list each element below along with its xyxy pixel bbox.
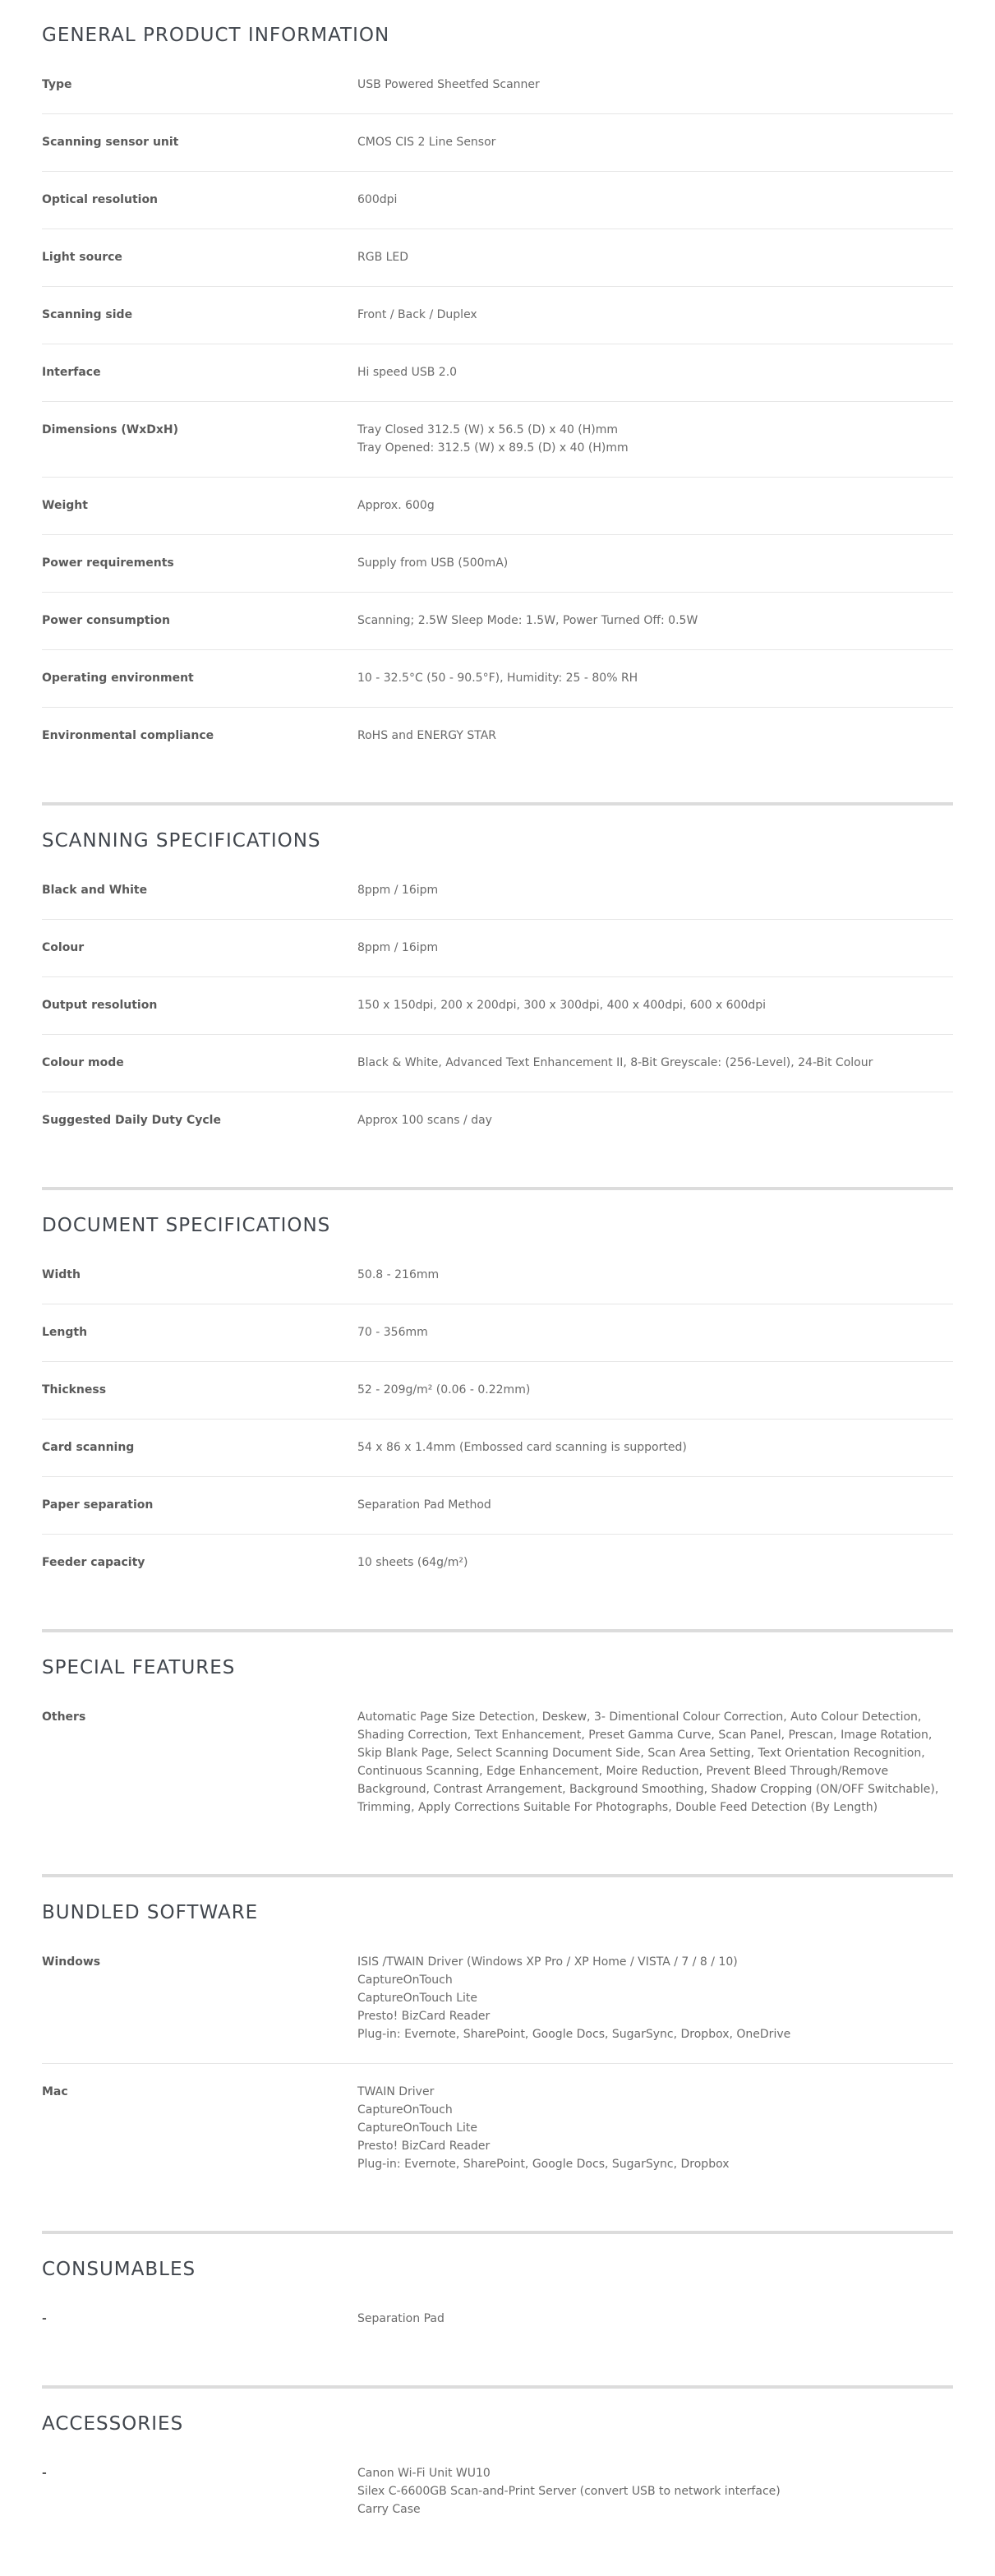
spec-row (42, 920, 953, 977)
spec-value-line: USB Powered Sheetfed Scanner (357, 78, 540, 91)
spec-value (357, 612, 953, 630)
spec-row (42, 172, 953, 229)
spec-label: Scanning sensor unit (42, 136, 179, 149)
spec-value-line: 8ppm / 16ipm (357, 884, 439, 897)
spec-row (42, 862, 953, 920)
spec-label: Power requirements (42, 556, 174, 570)
section-title: SPECIAL FEATURES (42, 1657, 236, 1678)
spec-label: Windows (42, 1955, 101, 1969)
section-title: DOCUMENT SPECIFICATIONS (42, 1215, 331, 1236)
spec-row (42, 478, 953, 535)
spec-value-line: Separation Pad (357, 2312, 445, 2325)
spec-label: Black and White (42, 884, 148, 897)
spec-value-line: 8ppm / 16ipm (357, 941, 439, 954)
spec-value (357, 1054, 953, 1072)
spec-value-line: CaptureOnTouch (357, 2103, 453, 2117)
spec-value (357, 133, 953, 151)
spec-value (357, 1438, 953, 1457)
spec-value-line: TWAIN Driver (357, 2085, 435, 2098)
spec-section (42, 2389, 953, 2576)
spec-row (42, 708, 953, 764)
spec-value-line: 10 sheets (64g/m²) (357, 1556, 468, 1569)
spec-row (42, 1362, 953, 1420)
section-title: GENERAL PRODUCT INFORMATION (42, 25, 390, 46)
spec-label: Interface (42, 366, 101, 379)
spec-row (42, 287, 953, 344)
spec-value-line: 600dpi (357, 193, 398, 206)
spec-row (42, 2445, 953, 2538)
section-title: SCANNING SPECIFICATIONS (42, 830, 321, 852)
spec-label: Width (42, 1268, 81, 1281)
spec-value (357, 1953, 953, 2043)
spec-value (357, 1553, 953, 1572)
spec-row (42, 650, 953, 708)
spec-value-line: ISIS /TWAIN Driver (Windows XP Pro / XP Home / VISTA / 7 / 8 / 10) (357, 1955, 738, 1969)
spec-value-line: RGB LED (357, 251, 409, 264)
spec-row (42, 1304, 953, 1362)
spec-value-line: 70 - 356mm (357, 1326, 428, 1339)
spec-row (42, 1035, 953, 1092)
spec-row (42, 2064, 953, 2193)
spec-label: Weight (42, 499, 88, 512)
spec-row (42, 114, 953, 172)
spec-label: Colour mode (42, 1056, 124, 1069)
spec-section (42, 0, 953, 806)
spec-value-line: Approx 100 scans / day (357, 1114, 492, 1127)
spec-value (357, 939, 953, 957)
spec-row (42, 1535, 953, 1591)
spec-value (357, 1708, 953, 1817)
spec-label: Environmental compliance (42, 729, 214, 742)
spec-value (357, 1323, 953, 1341)
section-title: BUNDLED SOFTWARE (42, 1902, 259, 1923)
spec-label: Scanning side (42, 308, 133, 321)
spec-row (42, 1689, 953, 1836)
spec-row (42, 1420, 953, 1477)
spec-value-line: Scanning; 2.5W Sleep Mode: 1.5W, Power Turned Off: 0.5W (357, 614, 698, 627)
spec-value-line: 54 x 86 x 1.4mm (Embossed card scanning is supported) (357, 1441, 687, 1454)
spec-value-line: Carry Case (357, 2503, 421, 2516)
spec-label: Power consumption (42, 614, 170, 627)
spec-row (42, 402, 953, 478)
spec-label: Output resolution (42, 999, 158, 1012)
spec-value-line: 150 x 150dpi, 200 x 200dpi, 300 x 300dpi, 400 x 400dpi, 600 x 600dpi (357, 999, 767, 1012)
spec-value-line: Presto! BizCard Reader (357, 2010, 491, 2023)
spec-row (42, 1092, 953, 1149)
spec-value-line: Presto! BizCard Reader (357, 2140, 491, 2153)
spec-value-line: Front / Back / Duplex (357, 308, 477, 321)
spec-value (357, 669, 953, 687)
spec-value (357, 76, 953, 94)
spec-row (42, 229, 953, 287)
spec-label: Optical resolution (42, 193, 159, 206)
spec-label: Dimensions (WxDxH) (42, 423, 179, 436)
spec-value (357, 2464, 953, 2518)
spec-value-line: CaptureOnTouch (357, 1974, 453, 1987)
spec-value-line: Plug-in: Evernote, SharePoint, Google Docs, SugarSync, Dropbox, OneDrive (357, 2028, 791, 2041)
spec-label: Suggested Daily Duty Cycle (42, 1114, 221, 1127)
spec-row (42, 1934, 953, 2064)
spec-section (42, 1632, 953, 1877)
spec-value-line: CaptureOnTouch Lite (357, 1992, 477, 2005)
spec-value (357, 421, 953, 457)
spec-value (357, 554, 953, 572)
spec-value-line: Supply from USB (500mA) (357, 556, 509, 570)
spec-value-line: CMOS CIS 2 Line Sensor (357, 136, 496, 149)
spec-row (42, 344, 953, 402)
spec-value-line: Silex C-6600GB Scan-and-Print Server (convert USB to network interface) (357, 2485, 781, 2498)
spec-label: - (42, 2312, 47, 2325)
spec-value-line: CaptureOnTouch Lite (357, 2121, 477, 2135)
spec-value-line: Tray Closed 312.5 (W) x 56.5 (D) x 40 (H)mm (357, 423, 619, 436)
spec-value (357, 727, 953, 745)
spec-value-line: Approx. 600g (357, 499, 435, 512)
spec-row (42, 1247, 953, 1304)
section-title: CONSUMABLES (42, 2259, 196, 2280)
spec-value-line: Black & White, Advanced Text Enhancement II, 8-Bit Greyscale: (256-Level), 24-Bit Colour (357, 1056, 873, 1069)
spec-value (357, 306, 953, 324)
spec-label: Colour (42, 941, 85, 954)
spec-value (357, 1111, 953, 1129)
spec-label: Paper separation (42, 1498, 154, 1512)
section-title: ACCESSORIES (42, 2413, 184, 2435)
spec-row (42, 57, 953, 114)
spec-label: Thickness (42, 1383, 107, 1396)
spec-section (42, 2234, 953, 2389)
spec-value (357, 363, 953, 381)
spec-row (42, 2291, 953, 2347)
spec-value (357, 881, 953, 899)
spec-value (357, 496, 953, 515)
spec-value (357, 248, 953, 266)
spec-row (42, 977, 953, 1035)
spec-section (42, 1190, 953, 1632)
spec-label: Light source (42, 251, 122, 264)
spec-value (357, 2310, 953, 2328)
spec-value-line: Automatic Page Size Detection, Deskew, 3- Dimentional Colour Correction, Auto Colour Detection, Shading Correction, Text Enhancement, Preset Gamma Curve, Scan Panel, Prescan, Image Rotation, Skip Blank Page, Select Scanning Document Side, Scan Area Setting, Text Orientation Recognition, Continuous Scanning, Edge Enhancement, Moire Reduction, Prevent Bleed Through/Remove Background, Contrast Arrangement, Background Smoothing, Shadow Cropping (ON/OFF Switchable), Trimming, Apply Corrections Suitable For Photographs, Double Feed Detection (By Length) (357, 1710, 939, 1814)
spec-label: Operating environment (42, 672, 194, 685)
spec-value (357, 2083, 953, 2173)
spec-row (42, 1477, 953, 1535)
spec-row (42, 593, 953, 650)
spec-value-line: 50.8 - 216mm (357, 1268, 440, 1281)
spec-row (42, 535, 953, 593)
spec-value-line: Separation Pad Method (357, 1498, 491, 1512)
spec-label: Length (42, 1326, 88, 1339)
spec-value-line: RoHS and ENERGY STAR (357, 729, 497, 742)
spec-label: Others (42, 1710, 86, 1724)
spec-value (357, 1266, 953, 1284)
spec-value-line: 52 - 209g/m² (0.06 - 0.22mm) (357, 1383, 531, 1396)
spec-label: Mac (42, 2085, 68, 2098)
spec-label: Type (42, 78, 72, 91)
spec-value (357, 996, 953, 1014)
spec-value (357, 1381, 953, 1399)
spec-label: Feeder capacity (42, 1556, 145, 1569)
spec-label: Card scanning (42, 1441, 135, 1454)
spec-value-line: Plug-in: Evernote, SharePoint, Google Docs, SugarSync, Dropbox (357, 2158, 730, 2171)
spec-section (42, 806, 953, 1190)
spec-section (42, 1877, 953, 2234)
spec-value-line: Canon Wi-Fi Unit WU10 (357, 2467, 491, 2480)
spec-value-line: Hi speed USB 2.0 (357, 366, 458, 379)
spec-value (357, 1496, 953, 1514)
spec-value-line: 10 - 32.5°C (50 - 90.5°F), Humidity: 25 - 80% RH (357, 672, 638, 685)
spec-value-line: Tray Opened: 312.5 (W) x 89.5 (D) x 40 (H)mm (357, 441, 629, 455)
spec-label: - (42, 2467, 47, 2480)
spec-value (357, 191, 953, 209)
